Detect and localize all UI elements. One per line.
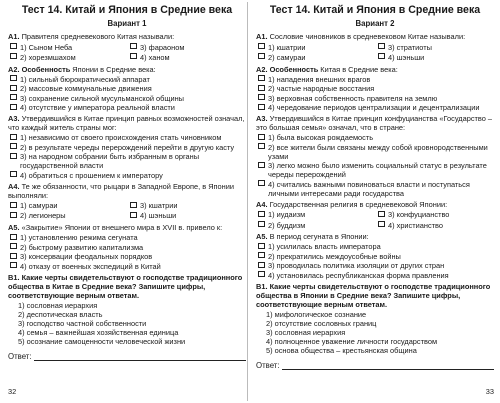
list-item: 3) господство частной собственности	[18, 318, 147, 328]
right-page	[256, 4, 494, 396]
checkbox[interactable]	[258, 85, 265, 91]
question-number: А5.	[256, 232, 268, 242]
checkbox[interactable]	[258, 143, 265, 149]
checkbox[interactable]	[258, 243, 265, 249]
page-number: 32	[8, 386, 17, 396]
option[interactable]: 3) консервации феодальных порядков	[10, 252, 246, 261]
checkbox[interactable]	[10, 134, 17, 140]
checkbox[interactable]	[378, 221, 385, 227]
checkbox[interactable]	[10, 262, 17, 268]
checkbox[interactable]	[10, 43, 17, 49]
answer-row	[256, 361, 494, 371]
option[interactable]: 2) прекратились междоусобные войны	[258, 252, 494, 261]
page-number: 33	[485, 386, 494, 396]
checkbox[interactable]	[258, 94, 265, 100]
option[interactable]: 4) христианство	[378, 221, 494, 230]
options-a2	[10, 75, 246, 113]
option[interactable]: 4) установилась республиканская форма правления	[258, 271, 494, 280]
option[interactable]: 4) ханом	[130, 53, 246, 62]
question-number: А4.	[256, 199, 268, 209]
question-number: А2.	[8, 64, 20, 74]
answer-field[interactable]	[282, 361, 494, 370]
option[interactable]: 3) на народном собрании быть избранным в органы государственной власти	[10, 152, 246, 170]
options-a1	[258, 42, 494, 62]
option[interactable]: 2) массовые коммунальные движения	[10, 84, 246, 93]
checkbox[interactable]	[10, 143, 17, 149]
option[interactable]: 4) чередование периодов централизации и децентрализации	[258, 103, 494, 112]
question-number: А3.	[8, 114, 20, 124]
option[interactable]: 2) в результате череды перерождений перейти в другую касту	[10, 143, 246, 152]
question-a4	[8, 182, 246, 200]
question-number: В1.	[8, 272, 20, 282]
question-a1	[256, 32, 494, 41]
option[interactable]: 2) буддизм	[258, 221, 374, 230]
question-a2	[256, 65, 494, 74]
answer-row	[8, 352, 246, 362]
question-text: Сословие чиновников в средневековом Китае называли:	[269, 32, 466, 42]
checkbox[interactable]	[10, 94, 17, 100]
checkbox[interactable]	[258, 262, 265, 268]
checkbox[interactable]	[10, 85, 17, 91]
checkbox[interactable]	[10, 53, 17, 59]
checkbox[interactable]	[258, 271, 265, 277]
checkbox[interactable]	[258, 134, 265, 140]
option[interactable]: 3) конфуцианство	[378, 210, 494, 219]
checkbox[interactable]	[10, 171, 17, 177]
question-a4	[256, 200, 494, 209]
option[interactable]: 3) легко можно было изменить социальный статус в результате череды перерождений	[258, 161, 494, 179]
option[interactable]: 2) хорезмшахом	[10, 53, 126, 62]
checkbox[interactable]	[130, 202, 137, 208]
checkbox[interactable]	[378, 211, 385, 217]
question-number: А2.	[256, 64, 268, 74]
checkbox[interactable]	[130, 43, 137, 49]
checkbox[interactable]	[258, 162, 265, 168]
checkbox[interactable]	[10, 75, 17, 81]
question-text: Утвердившийся в Китае принцип равных возможностей означал, что каждый житель страны мог:	[8, 114, 245, 133]
list-item: 4) полноценное уважение личности государством	[266, 336, 438, 346]
option[interactable]: 1) независимо от своего происхождения стать чиновником	[10, 133, 246, 142]
option[interactable]: 1) нападения внешних врагов	[258, 75, 494, 84]
page-divider	[247, 2, 248, 401]
answer-field[interactable]	[34, 352, 246, 361]
option[interactable]: 4) считались важными повиноваться власти и поступаться личными интересами ради государства	[258, 180, 494, 198]
question-text: Какие черты свидетельствуют о господстве традиционного общества в Японии в Средние века? Запишите цифры, соответствующие верным ответам.	[256, 281, 491, 309]
question-number: А5.	[8, 223, 20, 233]
option[interactable]: 3) стратиоты	[378, 43, 494, 52]
variant-heading: Вариант 1	[107, 18, 147, 28]
question-text: Утвердившийся в Китае принцип конфуцианства «Государство – это большая семья» означал, что в стране:	[256, 114, 493, 133]
question-number: А1.	[256, 32, 268, 42]
question-text: Государственная религия в средневековой Японии:	[269, 199, 448, 209]
question-text: Те же обязанности, что рыцари в Западной Европе, в Японии выполняли:	[8, 181, 235, 200]
question-b1	[8, 273, 246, 300]
option[interactable]: 3) кшатрии	[130, 201, 246, 210]
checkbox[interactable]	[10, 153, 17, 159]
checkbox[interactable]	[258, 53, 265, 59]
options-a1	[10, 42, 246, 62]
question-a5	[8, 223, 246, 232]
question-number: А1.	[8, 32, 20, 42]
checkbox[interactable]	[10, 253, 17, 259]
list-item: 3) сословная иерархия	[266, 327, 346, 337]
option[interactable]: 3) проводилась политика изоляции от других стран	[258, 261, 494, 270]
question-text: Какие черты свидетельствуют о господстве традиционного общества в Китае в Средние века? Запишите цифры, соответствующие верным ответам.	[8, 272, 243, 300]
option[interactable]: 1) усилилась власть императора	[258, 242, 494, 251]
checkbox[interactable]	[258, 104, 265, 110]
answer-label: Ответ:	[256, 360, 280, 370]
checkbox[interactable]	[258, 75, 265, 81]
page-title: Тест 14. Китай и Япония в Средние века	[269, 4, 481, 16]
checkbox[interactable]	[378, 43, 385, 49]
question-a1	[8, 32, 246, 41]
checkbox[interactable]	[10, 212, 17, 218]
variant-heading: Вариант 2	[355, 18, 395, 28]
list-item: 1) мифологическое сознание	[266, 309, 367, 319]
options-b1	[18, 301, 246, 346]
checkbox[interactable]	[10, 234, 17, 240]
option[interactable]: 2) легионеры	[10, 211, 126, 220]
option[interactable]: 2) быстрому развитию капитализма	[10, 243, 246, 252]
option[interactable]: 4) отсутствие у императора реальной власти	[10, 103, 246, 112]
checkbox[interactable]	[258, 221, 265, 227]
option[interactable]: 1) кшатрии	[258, 43, 374, 52]
option[interactable]: 3) верховная собственность правителя на землю	[258, 94, 494, 103]
question-keyword: Особенность	[269, 64, 319, 74]
option[interactable]: 1) установлению режима сегуната	[10, 233, 246, 242]
option[interactable]: 2) частые народные восстания	[258, 84, 494, 93]
question-a2	[8, 65, 246, 74]
question-number: А4.	[8, 181, 20, 191]
option[interactable]: 1) иудаизм	[258, 210, 374, 219]
options-a4	[10, 201, 246, 221]
checkbox[interactable]	[130, 53, 137, 59]
options-a3	[258, 133, 494, 198]
question-b1	[256, 282, 494, 309]
question-number: В1.	[256, 281, 268, 291]
options-a5	[258, 242, 494, 280]
question-text: «Закрытие» Японии от внешнего мира в XVII в. привело к:	[21, 223, 223, 233]
option[interactable]: 2) самураи	[258, 53, 374, 62]
list-item: 5) осознание самоценности человеческой жизни	[18, 336, 186, 346]
checkbox[interactable]	[258, 180, 265, 186]
list-item: 2) деспотическая власть	[18, 309, 103, 319]
option[interactable]: 4) обратиться с прошением к императору	[10, 171, 246, 180]
options-a3	[10, 133, 246, 180]
list-item: 2) отсутствие сословных границ	[266, 318, 377, 328]
option[interactable]: 4) шэньши	[130, 211, 246, 220]
question-a3	[8, 114, 246, 132]
question-text: Японии в Средние века:	[70, 64, 156, 74]
checkbox[interactable]	[10, 104, 17, 110]
answer-label: Ответ:	[8, 351, 32, 361]
checkbox[interactable]	[10, 202, 17, 208]
list-item: 1) сословная иерархия	[18, 300, 98, 310]
option[interactable]: 3) сохранение сильной мусульманской общины	[10, 94, 246, 103]
page-title: Тест 14. Китай и Япония в Средние века	[21, 4, 233, 16]
checkbox[interactable]	[258, 211, 265, 217]
checkbox[interactable]	[378, 53, 385, 59]
option[interactable]: 4) шэньши	[378, 53, 494, 62]
question-text: Китая в Средние века:	[318, 64, 398, 74]
options-b1	[266, 310, 494, 355]
option[interactable]: 1) Сыном Неба	[10, 43, 126, 52]
option[interactable]: 1) самураи	[10, 201, 126, 210]
question-keyword: Особенность	[21, 64, 71, 74]
option[interactable]: 2) все жители были связаны между собой кровнородственными узами	[258, 143, 494, 161]
checkbox[interactable]	[258, 252, 265, 258]
checkbox[interactable]	[10, 243, 17, 249]
option[interactable]: 3) фараоном	[130, 43, 246, 52]
options-a2	[258, 75, 494, 113]
question-a5	[256, 232, 494, 241]
left-page	[8, 4, 246, 396]
question-a3	[256, 114, 494, 132]
option[interactable]: 1) сильный бюрократический аппарат	[10, 75, 246, 84]
options-a4	[258, 210, 494, 230]
question-number: А3.	[256, 114, 268, 124]
question-text: В период сегуната в Японии:	[269, 232, 369, 242]
option[interactable]: 1) была высокая рождаемость	[258, 133, 494, 142]
list-item: 4) семья – важнейшая хозяйственная единица	[18, 327, 179, 337]
checkbox[interactable]	[258, 43, 265, 49]
question-text: Правителя средневекового Китая называли:	[21, 32, 175, 42]
list-item: 5) основа общества – крестьянская община	[266, 345, 417, 355]
checkbox[interactable]	[130, 212, 137, 218]
options-a5	[10, 233, 246, 271]
option[interactable]: 4) отказу от военных экспедиций в Китай	[10, 262, 246, 271]
